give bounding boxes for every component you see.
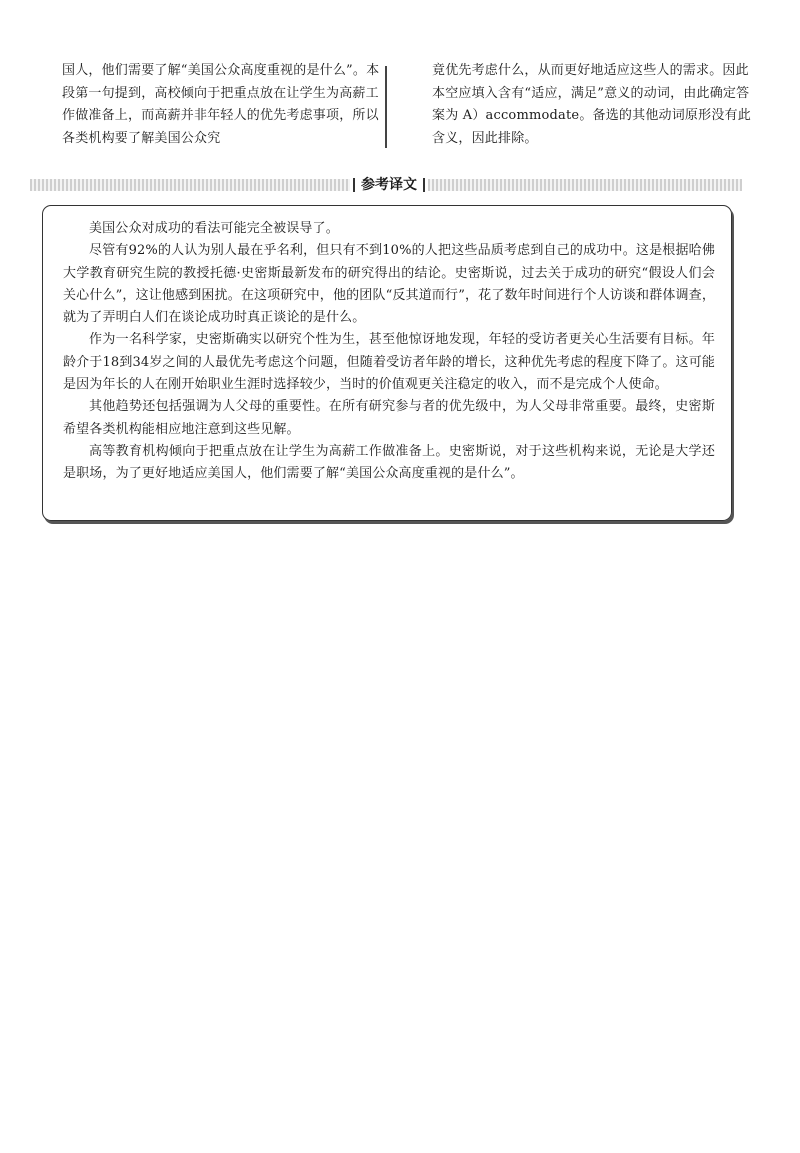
translation-paragraph: 其他趋势还包括强调为人父母的重要性。在所有研究参与者的优先级中，为人父母非常重要。最终，史密斯希望各类机构能相应地注意到这些见解。 — [63, 399, 715, 437]
explanation-left-column — [62, 60, 384, 150]
explanation-left-text: 国人，他们需要了解“美国公众高度重视的是什么”。本段第一句提到，高校倾向于把重点放在让学生为高薪工作做准备上，而高薪并非年轻人的优先考虑事项，所以各类机构要了解美国公众究 — [62, 63, 380, 146]
section-title: 参考译文 — [352, 174, 426, 196]
decorative-pattern-right — [428, 179, 742, 191]
explanation-columns — [62, 60, 752, 150]
explanation-right-text: 竟优先考虑什么，从而更好地适应这些人的需求。因此本空应填入含有“适应，满足”意义的动词，由此确定答案为 A）accommodate。备选的其他动词原形没有此含义，因此排除。 — [432, 63, 751, 146]
translation-paragraph: 高等教育机构倾向于把重点放在让学生为高薪工作做准备上。史密斯说，对于这些机构来说，无论是大学还是职场，为了更好地适应美国人，他们需要了解“美国公众高度重视的是什么”。 — [63, 443, 715, 482]
translation-paragraph: 美国公众对成功的看法可能完全被误导了。 — [89, 221, 339, 236]
translation-paragraph: 尽管有92%的人认为别人最在乎名利，但只有不到10%的人把这些品质考虑到自己的成功中。这是根据哈佛大学教育研究生院的教授托德·史密斯最新发布的研究得出的结论。史密斯说，过去关于成功的研究“假设人们会关心什么”，这让他感到困扰。在这项研究中，他的团队“反其道而行”，花了数年时间进行个人访谈和群体调查，就为了弄明白人们在谈论成功时真正谈论的是什么。 — [63, 243, 715, 326]
translation-paragraph: 作为一名科学家，史密斯确实以研究个性为生，甚至他惊讶地发现，年轻的受访者更关心生活要有目标。年龄介于18到34岁之间的人最优先考虑这个问题，但随着受访者年龄的增长，这种优先考虑的程度下降了。这可能是因为年长的人在刚开始职业生涯时选择较少，当时的价值观更关注稳定的收入，而不是完成个人使命。 — [63, 332, 715, 393]
decorative-pattern-left — [30, 179, 350, 191]
column-divider — [385, 66, 387, 148]
section-header-bar — [30, 174, 742, 196]
translation-box — [42, 205, 732, 521]
explanation-right-column — [432, 60, 752, 150]
